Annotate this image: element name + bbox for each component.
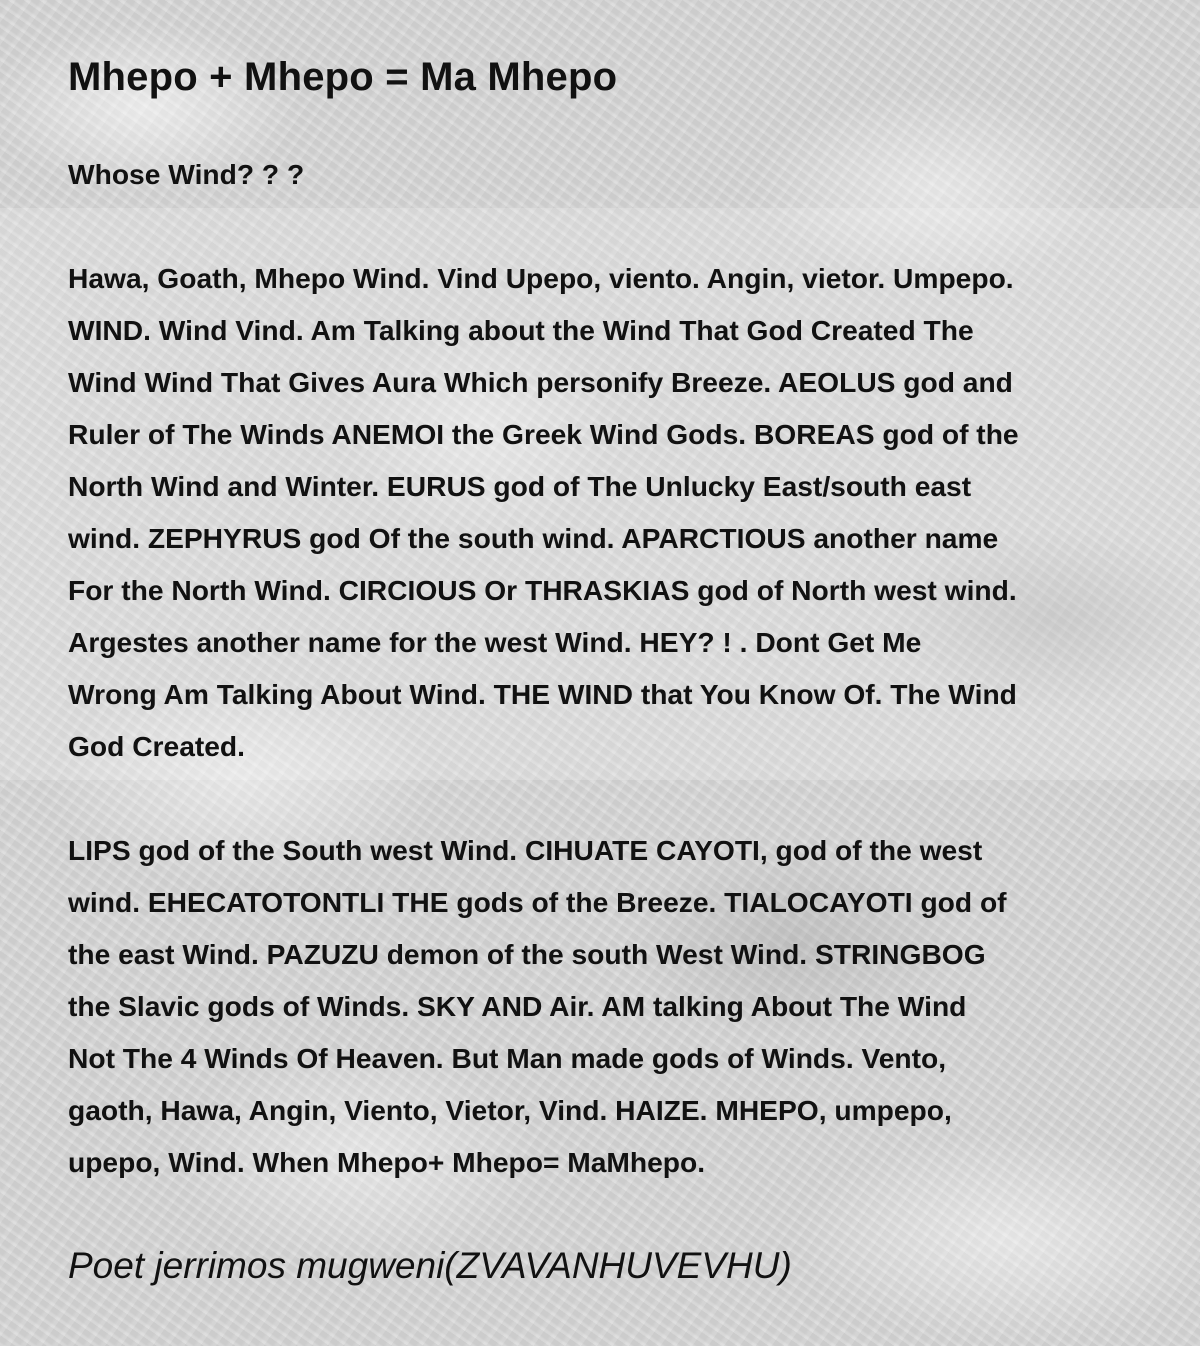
poem-line: For the North Wind. CIRCIOUS Or THRASKIAS god of North west wind.: [68, 574, 1017, 606]
poem-line: Ruler of The Winds ANEMOI the Greek Wind Gods. BOREAS god of the: [68, 418, 1019, 450]
poem-author: Poet jerrimos mugweni(ZVAVANHUVEVHU): [68, 1245, 792, 1286]
stanza-3: [68, 824, 1178, 1188]
poem-line: WIND. Wind Vind. Am Talking about the Wind That God Created The: [68, 314, 974, 346]
poem-line: Whose Wind? ? ?: [68, 158, 305, 190]
poem-line: Wind Wind That Gives Aura Which personify Breeze. AEOLUS god and: [68, 366, 1013, 398]
poem-line: the Slavic gods of Winds. SKY AND Air. AM talking About The Wind: [68, 990, 967, 1022]
poem-line: North Wind and Winter. EURUS god of The Unlucky East/south east: [68, 470, 972, 502]
poem-title: Mhepo + Mhepo = Ma Mhepo: [68, 55, 618, 99]
poem-line: God Created.: [68, 730, 245, 762]
poem-line: gaoth, Hawa, Angin, Viento, Vietor, Vind. HAIZE. MHEPO, umpepo,: [68, 1094, 952, 1126]
stanza-2: [68, 252, 1178, 772]
poem-line: upepo, Wind. When Mhepo+ Mhepo= MaMhepo.: [68, 1146, 706, 1178]
poem-line: Hawa, Goath, Mhepo Wind. Vind Upepo, viento. Angin, vietor. Umpepo.: [68, 262, 1014, 294]
poem-line: Argestes another name for the west Wind. HEY? ! . Dont Get Me: [68, 626, 922, 658]
poem-line: wind. ZEPHYRUS god Of the south wind. APARCTIOUS another name: [68, 522, 999, 554]
poem-line: Not The 4 Winds Of Heaven. But Man made gods of Winds. Vento,: [68, 1042, 947, 1074]
poem-card: [68, 50, 1178, 1292]
poem-line: LIPS god of the South west Wind. CIHUATE CAYOTI, god of the west: [68, 834, 983, 866]
poem-body: [68, 148, 1178, 1188]
poem-line: the east Wind. PAZUZU demon of the south West Wind. STRINGBOG: [68, 938, 986, 970]
poem-line: Wrong Am Talking About Wind. THE WIND that You Know Of. The Wind: [68, 678, 1017, 710]
poem-line: wind. EHECATOTONTLI THE gods of the Breeze. TIALOCAYOTI god of: [68, 886, 1007, 918]
stanza-1: [68, 148, 1178, 200]
